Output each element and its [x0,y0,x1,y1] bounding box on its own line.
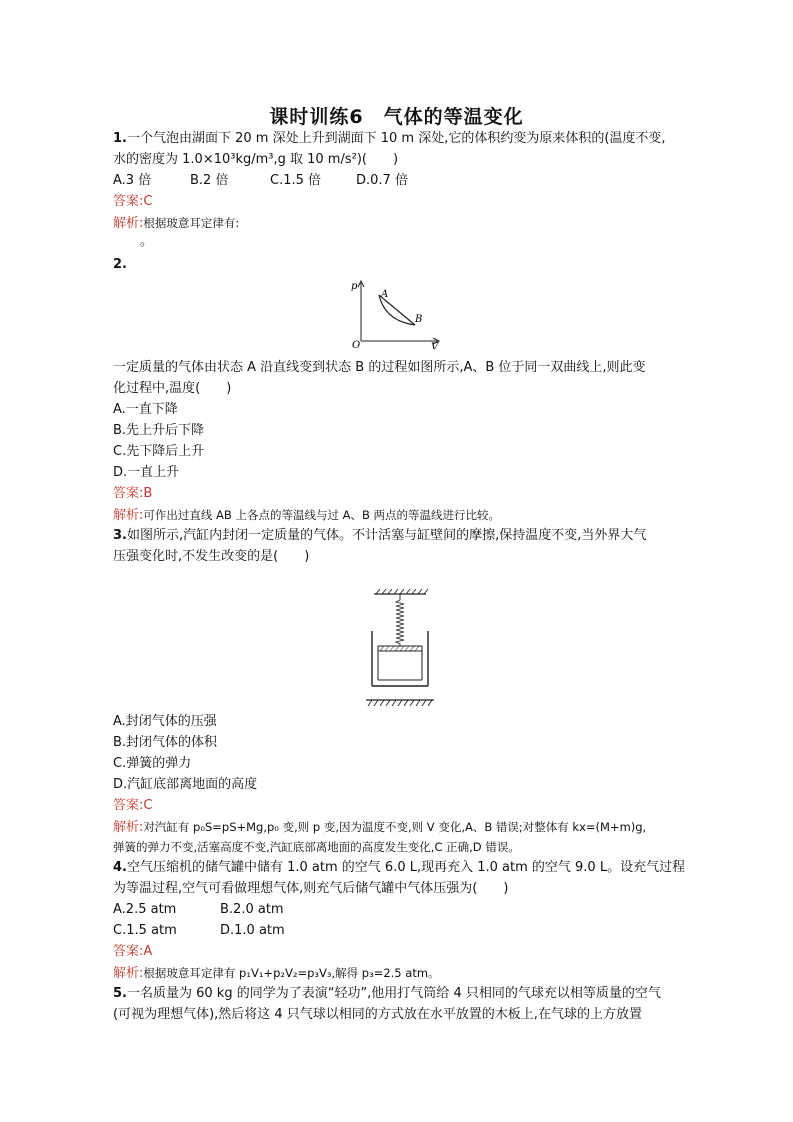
q4-option-d: D.1.0 atm [220,923,285,938]
q3-ceiling-hatch [376,589,428,594]
q4-option-c: C.1.5 atm [113,923,177,938]
q2-y-label: p [351,281,358,292]
q2-point-b-label: B [415,314,423,325]
q1-option-d: D.0.7 倍 [356,173,408,188]
q3-explanation-cont: 弹簧的弹力不变,活塞高度不变,汽缸底部离地面的高度发生变化,C 正确,D 错误。 [113,840,520,854]
q3-number: 3. [113,528,127,543]
page-title: 课时训练6 气体的等温变化 [269,106,524,128]
q1-answer-label: 答案: [113,194,144,209]
q2-pv-graph [345,277,445,349]
q2-number: 2. [113,257,127,272]
q4-option-b: B.2.0 atm [220,902,284,917]
q3-line1 [113,527,646,545]
q2-option-b: B.先上升后下降 [113,423,205,438]
q1-number: 1. [113,131,127,146]
q1-option-c: C.1.5 倍 [270,173,322,188]
q1-explanation-label: 解析: [113,216,144,231]
q1-option-b: B.2 倍 [190,173,229,188]
q1-explanation-text: 根据玻意耳定律有: [143,216,240,230]
q1-explanation [113,214,239,233]
q2-answer [113,485,152,503]
q2-option-c: C.先下降后上升 [113,444,205,459]
q1-answer [113,193,152,211]
q1-stem-1: 一个气泡由湖面下 20 m 深处上升到湖面下 10 m 深处,它的体积约变为原来体积的(温度不变, [126,131,666,146]
q1-explanation-cont: 。 [140,234,154,249]
q1-line1 [113,130,666,148]
q3-ground-hatch [368,700,432,706]
q2-point-a-label: A [381,289,389,300]
q4-explanation [113,964,440,983]
q1-option-a: A.3 倍 [113,173,152,188]
q5-line2: (可视为理想气体),然后将这 4 只气球以相同的方式放在水平放置的木板上,在气球的上方放置 [113,1007,642,1022]
q2-answer-label: 答案: [113,486,144,501]
q1-answer-value: C [143,194,153,209]
q2-line1: 一定质量的气体由状态 A 沿直线变到状态 B 的过程如图所示,A、B 位于同一双曲线上,则此变 [113,360,646,375]
q2-answer-value: B [143,486,153,501]
q4-line1 [113,859,685,877]
q3-answer [113,797,152,815]
q4-answer-value: A [143,944,153,959]
q3-explanation-text-1: 对汽缸有 p₀S=pS+Mg,p₀ 变,则 p 变,因为温度不变,则 V 变化,A、B 错误;对整体有 kx=(M+m)g, [143,820,647,834]
q3-cylinder-diagram [360,588,440,708]
q4-explanation-label: 解析: [113,966,144,981]
q3-option-a: A.封闭气体的压强 [113,714,217,729]
q4-answer-label: 答案: [113,944,144,959]
q3-stem-1: 如图所示,汽缸内封闭一定质量的气体。不计活塞与缸壁间的摩擦,保持温度不变,当外界大气 [126,528,647,543]
q2-x-label: V [431,342,439,349]
q5-line1 [113,985,661,1003]
q3-answer-label: 答案: [113,798,144,813]
q2-explanation-label: 解析: [113,508,144,523]
q3-explanation-label: 解析: [113,820,144,835]
q2-line2: 化过程中,温度( ) [113,381,232,396]
q2-explanation-text: 可作出过直线 AB 上各点的等温线与过 A、B 两点的等温线进行比较。 [143,508,501,522]
q5-stem-1: 一名质量为 60 kg 的同学为了表演“轻功”,他用打气筒给 4 只相同的气球充以相等质量的空气 [126,986,661,1001]
q4-stem-1: 空气压缩机的储气罐中储有 1.0 atm 的空气 6.0 L,现再充入 1.0 atm 的空气 9.0 L。设充气过程 [126,860,686,875]
q1-line2: 水的密度为 1.0×10³kg/m³,g 取 10 m/s²)( ) [113,152,399,167]
q2-origin-label: O [352,340,361,349]
q2-explanation [113,506,500,525]
q3-explanation [113,818,646,837]
q4-answer [113,943,152,961]
q4-option-a: A.2.5 atm [113,902,177,917]
q3-option-b: B.封闭气体的体积 [113,735,218,750]
q3-option-d: D.汽缸底部离地面的高度 [113,777,258,792]
q3-line2: 压强变化时,不发生改变的是( ) [113,549,310,564]
q4-number: 4. [113,860,127,875]
q3-spring [396,594,404,646]
q3-answer-value: C [143,798,153,813]
q4-line2: 为等温过程,空气可看做理想气体,则充气后储气罐中气体压强为( ) [113,881,509,896]
q5-number: 5. [113,986,127,1001]
q2-option-d: D.一直上升 [113,465,180,480]
q3-option-c: C.弹簧的弹力 [113,756,192,771]
q4-explanation-text: 根据玻意耳定律有 p₁V₁+p₂V₂=p₃V₃,解得 p₃=2.5 atm。 [143,966,440,980]
q2-option-a: A.一直下降 [113,402,178,417]
